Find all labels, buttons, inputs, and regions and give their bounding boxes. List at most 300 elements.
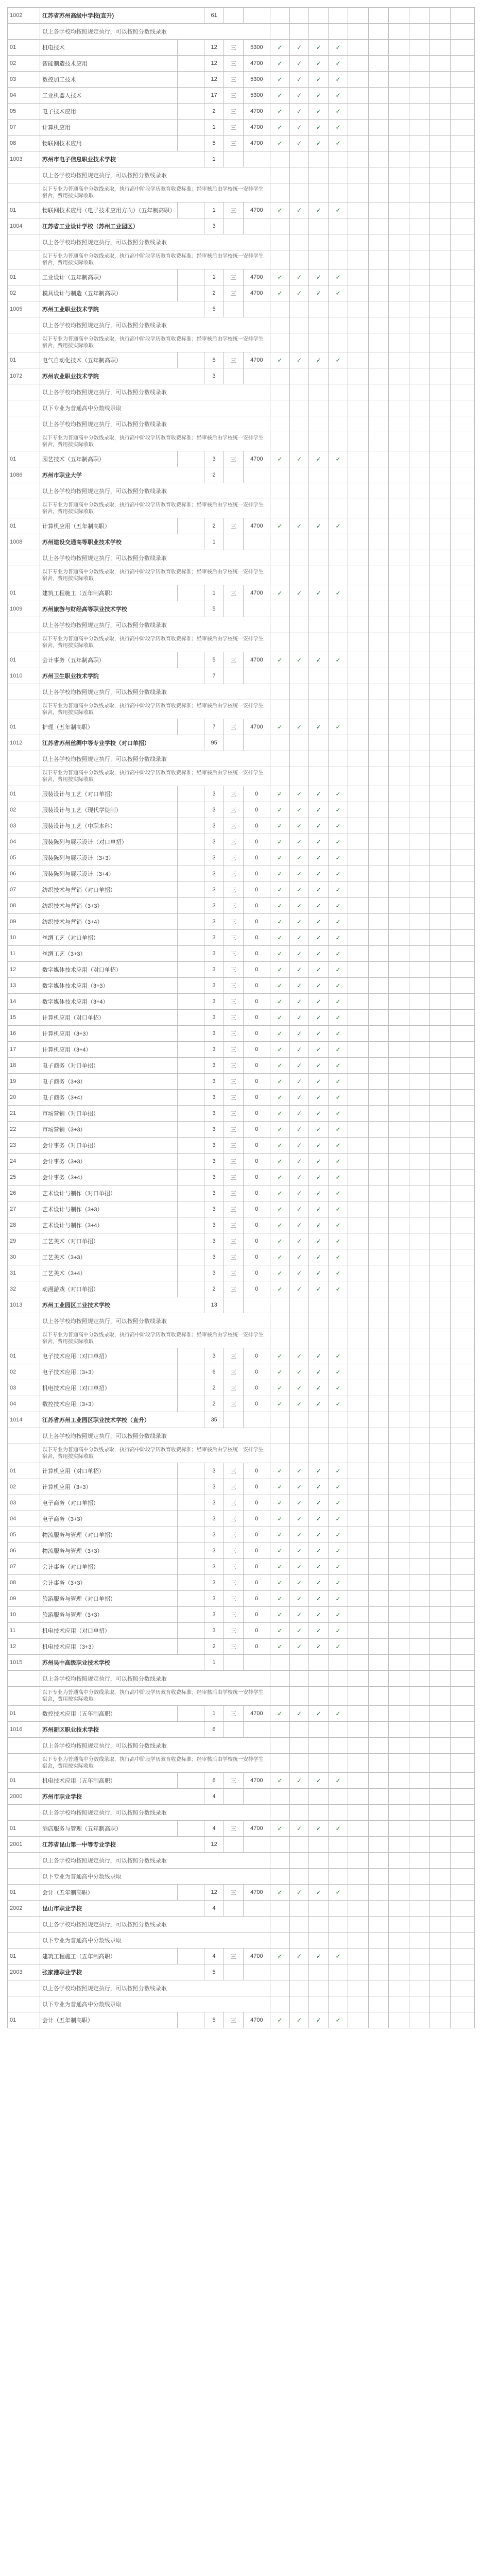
empty-cell [348,518,368,534]
empty-cell [270,534,290,550]
major-name: 艺术设计与制作（对口单招） [40,1185,177,1201]
empty-cell [389,400,409,416]
tuition-fee: 4700 [243,104,270,120]
check-icon: ✓ [270,962,290,978]
plan-count: 2 [204,1281,224,1297]
empty-cell [348,1495,368,1511]
plan-count: 3 [204,1607,224,1623]
empty-cell [409,786,430,802]
empty-cell [8,1444,40,1463]
empty-cell [450,368,474,384]
note-text: 以上各学校均按照规定执行，可以按照分数线录取 [40,1671,270,1687]
major-name: 会计事务（五年制高职） [40,652,177,668]
empty-cell [348,167,368,183]
major-row [8,2012,475,2028]
empty-cell [409,167,430,183]
empty-cell [368,1933,389,1948]
empty-cell [389,88,409,104]
check-icon: ✓ [309,1106,329,1122]
empty-cell [389,1706,409,1722]
empty-cell [450,1138,474,1154]
plan-count: 3 [204,1154,224,1170]
empty-cell [368,1463,389,1479]
check-icon: ✓ [309,1623,329,1639]
check-icon: ✓ [270,40,290,56]
empty-cell [430,751,451,767]
blank-cell [177,1639,204,1655]
empty-cell [348,1233,368,1249]
empty-cell [409,451,430,467]
empty-cell [450,601,474,617]
major-name: 旅游服务与管理（对口单招） [40,1591,177,1607]
empty-cell [223,368,243,384]
plan-count: 17 [204,88,224,104]
empty-cell [389,1996,409,2012]
empty-cell [289,384,309,400]
empty-cell [348,617,368,633]
empty-cell [389,850,409,866]
empty-cell [348,1917,368,1933]
check-icon: ✓ [270,1348,290,1364]
check-icon: ✓ [309,1154,329,1170]
note-row [8,1996,475,2012]
plan-count: 2 [204,518,224,534]
check-icon: ✓ [289,1074,309,1090]
school-plan-count: 7 [204,668,224,684]
empty-cell [368,802,389,818]
empty-cell [368,1201,389,1217]
empty-cell [389,1074,409,1090]
school-row [8,1789,475,1805]
empty-cell [8,1313,40,1329]
empty-cell [368,735,389,751]
check-icon: ✓ [270,1885,290,1901]
empty-cell [270,1869,290,1885]
tuition-fee: 0 [243,914,270,930]
empty-cell [430,432,451,451]
check-icon: ✓ [329,1154,348,1170]
major-row [8,1396,475,1412]
empty-cell [430,617,451,633]
check-icon: ✓ [309,802,329,818]
note-text: 以上各学校均按照规定执行，可以按照分数线录取 [40,751,270,767]
empty-cell [430,1281,451,1297]
empty-cell [368,1026,389,1042]
empty-cell [409,633,430,652]
check-icon: ✓ [270,1090,290,1106]
empty-cell [368,652,389,668]
years-cell: 三 [223,1249,243,1265]
blank-cell [177,269,204,285]
empty-cell [348,684,368,700]
years-cell: 三 [223,72,243,88]
empty-cell [368,684,389,700]
empty-cell [450,898,474,914]
empty-cell [309,1738,329,1754]
empty-cell [368,1671,389,1687]
school-plan-count: 12 [204,1837,224,1853]
check-icon: ✓ [329,1201,348,1217]
note-row [8,167,475,183]
empty-cell [329,1428,348,1444]
years-cell: 三 [223,1623,243,1639]
plan-count: 12 [204,56,224,72]
empty-cell [450,432,474,451]
plan-count: 3 [204,1559,224,1575]
empty-cell [348,1329,368,1348]
empty-cell [430,1837,451,1853]
empty-cell [223,1412,243,1428]
major-name: 建筑工程施工（五年制高职） [40,585,177,601]
note-text: 以下专业为普通高中分数线录取 [40,1869,270,1885]
empty-cell [450,56,474,72]
check-icon: ✓ [329,898,348,914]
check-icon: ✓ [309,719,329,735]
empty-cell [450,1233,474,1249]
empty-cell [409,1671,430,1687]
note-text: 以上各学校均按照规定执行，可以按照分数线录取 [40,416,270,432]
check-icon: ✓ [309,1185,329,1201]
check-icon: ✓ [270,1639,290,1655]
check-icon: ✓ [270,451,290,467]
tuition-fee: 0 [243,1138,270,1154]
school-plan-count: 35 [204,1412,224,1428]
empty-cell [389,1444,409,1463]
major-name: 服装陈列与展示设计（3+3） [40,850,177,866]
empty-cell [389,8,409,24]
major-code: 01 [8,1348,40,1364]
empty-cell [270,1754,290,1773]
note-row [8,333,475,352]
note-row [8,250,475,269]
check-icon: ✓ [270,1821,290,1837]
major-code: 15 [8,1010,40,1026]
plan-count: 1 [204,202,224,218]
check-icon: ✓ [270,802,290,818]
empty-cell [389,1010,409,1026]
empty-cell [430,167,451,183]
empty-cell [289,1933,309,1948]
empty-cell [270,151,290,167]
empty-cell [389,962,409,978]
empty-cell [430,416,451,432]
empty-cell [430,1463,451,1479]
check-icon: ✓ [329,585,348,601]
empty-cell [270,301,290,317]
empty-cell [348,1738,368,1754]
major-name: 工艺美术（3+4） [40,1265,177,1281]
check-icon: ✓ [329,1090,348,1106]
plan-count: 3 [204,1122,224,1138]
empty-cell [389,352,409,368]
check-icon: ✓ [270,1106,290,1122]
major-row [8,1885,475,1901]
tuition-fee: 5300 [243,88,270,104]
empty-cell [450,88,474,104]
major-name: 机电技术应用（对口单招） [40,1623,177,1639]
empty-cell [270,1933,290,1948]
empty-cell [430,1106,451,1122]
school-plan-count: 3 [204,218,224,234]
empty-cell [389,368,409,384]
empty-cell [389,72,409,88]
check-icon: ✓ [270,1527,290,1543]
empty-cell [409,333,430,352]
empty-cell [409,1837,430,1853]
empty-cell [348,1265,368,1281]
major-code: 18 [8,1058,40,1074]
tuition-fee: 0 [243,1479,270,1495]
check-icon: ✓ [270,1010,290,1026]
note-row [8,566,475,585]
empty-cell [348,416,368,432]
empty-cell [289,317,309,333]
empty-cell [8,751,40,767]
blank-cell [177,1607,204,1623]
empty-cell [8,1687,40,1706]
check-icon: ✓ [309,1122,329,1138]
note-row [8,684,475,700]
check-icon: ✓ [289,930,309,946]
empty-cell [389,1917,409,1933]
empty-cell [309,1428,329,1444]
empty-cell [450,1996,474,2012]
blank-cell [177,1559,204,1575]
empty-cell [368,930,389,946]
empty-cell [243,8,270,24]
empty-cell [409,802,430,818]
empty-cell [309,550,329,566]
empty-cell [450,499,474,518]
tuition-fee: 0 [243,1185,270,1201]
empty-cell [348,384,368,400]
empty-cell [289,8,309,24]
empty-cell [389,946,409,962]
empty-cell [348,104,368,120]
empty-cell [368,1773,389,1789]
empty-cell [348,368,368,384]
empty-cell [389,317,409,333]
blank-cell [177,1026,204,1042]
empty-cell [270,1412,290,1428]
note-text: 以下专业为普通高中分数线录取 [40,1933,270,1948]
empty-cell [329,534,348,550]
empty-cell [329,566,348,585]
check-icon: ✓ [309,269,329,285]
plan-count: 3 [204,1217,224,1233]
tuition-fee: 0 [243,1463,270,1479]
empty-cell [329,1412,348,1428]
empty-cell [389,1738,409,1754]
major-code: 11 [8,946,40,962]
major-name: 旅游服务与管理（3+3） [40,1607,177,1623]
tuition-fee: 0 [243,1106,270,1122]
tuition-fee: 0 [243,946,270,962]
empty-cell [329,368,348,384]
years-cell: 三 [223,1170,243,1185]
empty-cell [289,566,309,585]
empty-cell [389,566,409,585]
empty-cell [430,1639,451,1655]
check-icon: ✓ [309,898,329,914]
empty-cell [243,1297,270,1313]
check-icon: ✓ [329,40,348,56]
school-plan-count: 5 [204,301,224,317]
empty-cell [389,1138,409,1154]
empty-cell [243,1964,270,1980]
major-row [8,1122,475,1138]
check-icon: ✓ [309,850,329,866]
empty-cell [389,786,409,802]
empty-cell [450,120,474,135]
empty-cell [389,1623,409,1639]
note-text: 以下专业为普通高中分数线录取，执行高中阶段学历教育收费标准；经审核后由学校统一安排学生宿舍，费用按实际收取 [40,1444,270,1463]
years-cell: 三 [223,1348,243,1364]
check-icon: ✓ [289,1396,309,1412]
note-row [8,617,475,633]
note-text: 以上各学校均按照规定执行，可以按照分数线录取 [40,483,270,499]
empty-cell [329,1754,348,1773]
check-icon: ✓ [329,1058,348,1074]
major-code: 01 [8,2012,40,2028]
empty-cell [329,301,348,317]
empty-cell [309,183,329,202]
empty-cell [430,269,451,285]
empty-cell [348,317,368,333]
empty-cell [389,617,409,633]
empty-cell [450,301,474,317]
empty-cell [450,1964,474,1980]
empty-cell [409,994,430,1010]
blank-cell [177,1090,204,1106]
empty-cell [389,202,409,218]
major-name: 智能制造技术应用 [40,56,177,72]
empty-cell [270,617,290,633]
empty-cell [329,416,348,432]
empty-cell [348,8,368,24]
empty-cell [8,700,40,719]
check-icon: ✓ [289,1170,309,1185]
empty-cell [329,684,348,700]
empty-cell [348,601,368,617]
empty-cell [389,1543,409,1559]
major-row [8,1511,475,1527]
empty-cell [389,601,409,617]
major-row [8,946,475,962]
check-icon: ✓ [270,914,290,930]
empty-cell [430,467,451,483]
empty-cell [368,1575,389,1591]
years-cell: 三 [223,1706,243,1722]
check-icon: ✓ [270,978,290,994]
empty-cell [368,301,389,317]
empty-cell [389,1364,409,1380]
check-icon: ✓ [270,202,290,218]
note-text: 以上各学校均按照规定执行，可以按照分数线录取 [40,234,270,250]
school-name: 苏州市职业大学 [40,467,204,483]
blank-cell [177,1495,204,1511]
empty-cell [243,601,270,617]
empty-cell [389,2012,409,2028]
empty-cell [348,946,368,962]
note-row [8,1738,475,1754]
empty-cell [289,483,309,499]
empty-cell [348,1348,368,1364]
major-row [8,719,475,735]
empty-cell [348,1042,368,1058]
years-cell: 三 [223,834,243,850]
empty-cell [289,1444,309,1463]
check-icon: ✓ [329,1591,348,1607]
years-cell: 三 [223,930,243,946]
tuition-fee: 0 [243,962,270,978]
check-icon: ✓ [309,56,329,72]
empty-cell [409,301,430,317]
empty-cell [450,1543,474,1559]
empty-cell [450,1217,474,1233]
school-name: 苏州市职业学校 [40,1789,204,1805]
empty-cell [389,285,409,301]
empty-cell [289,1964,309,1980]
note-row [8,234,475,250]
empty-cell [348,1297,368,1313]
empty-cell [348,834,368,850]
empty-cell [430,802,451,818]
empty-cell [8,1853,40,1869]
note-text: 以上各学校均按照规定执行，可以按照分数线录取 [40,1428,270,1444]
empty-cell [368,120,389,135]
note-text: 以上各学校均按照规定执行，可以按照分数线录取 [40,317,270,333]
empty-cell [368,668,389,684]
empty-cell [348,735,368,751]
years-cell: 三 [223,1639,243,1655]
empty-cell [389,1511,409,1527]
major-row [8,120,475,135]
note-text: 以下专业为普通高中分数线录取，执行高中阶段学历教育收费标准；经审核后由学校统一安排学生宿舍，费用按实际收取 [40,250,270,269]
check-icon: ✓ [309,1773,329,1789]
plan-count: 3 [204,1026,224,1042]
check-icon: ✓ [270,898,290,914]
empty-cell [348,202,368,218]
major-row [8,1463,475,1479]
empty-cell [450,767,474,786]
years-cell: 三 [223,1010,243,1026]
empty-cell [309,751,329,767]
empty-cell [430,1687,451,1706]
plan-count: 2 [204,1396,224,1412]
empty-cell [270,218,290,234]
school-plan-count: 5 [204,601,224,617]
years-cell: 三 [223,1265,243,1281]
empty-cell [389,56,409,72]
check-icon: ✓ [289,1380,309,1396]
empty-cell [270,1687,290,1706]
check-icon: ✓ [270,1706,290,1722]
check-icon: ✓ [309,994,329,1010]
major-name: 电子技术应用 [40,104,177,120]
check-icon: ✓ [289,1948,309,1964]
empty-cell [368,333,389,352]
school-name: 江苏省苏州工业园区职业技术学校（直升） [40,1412,204,1428]
empty-cell [389,416,409,432]
empty-cell [389,818,409,834]
check-icon: ✓ [289,1042,309,1058]
empty-cell [309,1980,329,1996]
empty-cell [409,1201,430,1217]
empty-cell [409,183,430,202]
empty-cell [289,416,309,432]
check-icon: ✓ [329,962,348,978]
